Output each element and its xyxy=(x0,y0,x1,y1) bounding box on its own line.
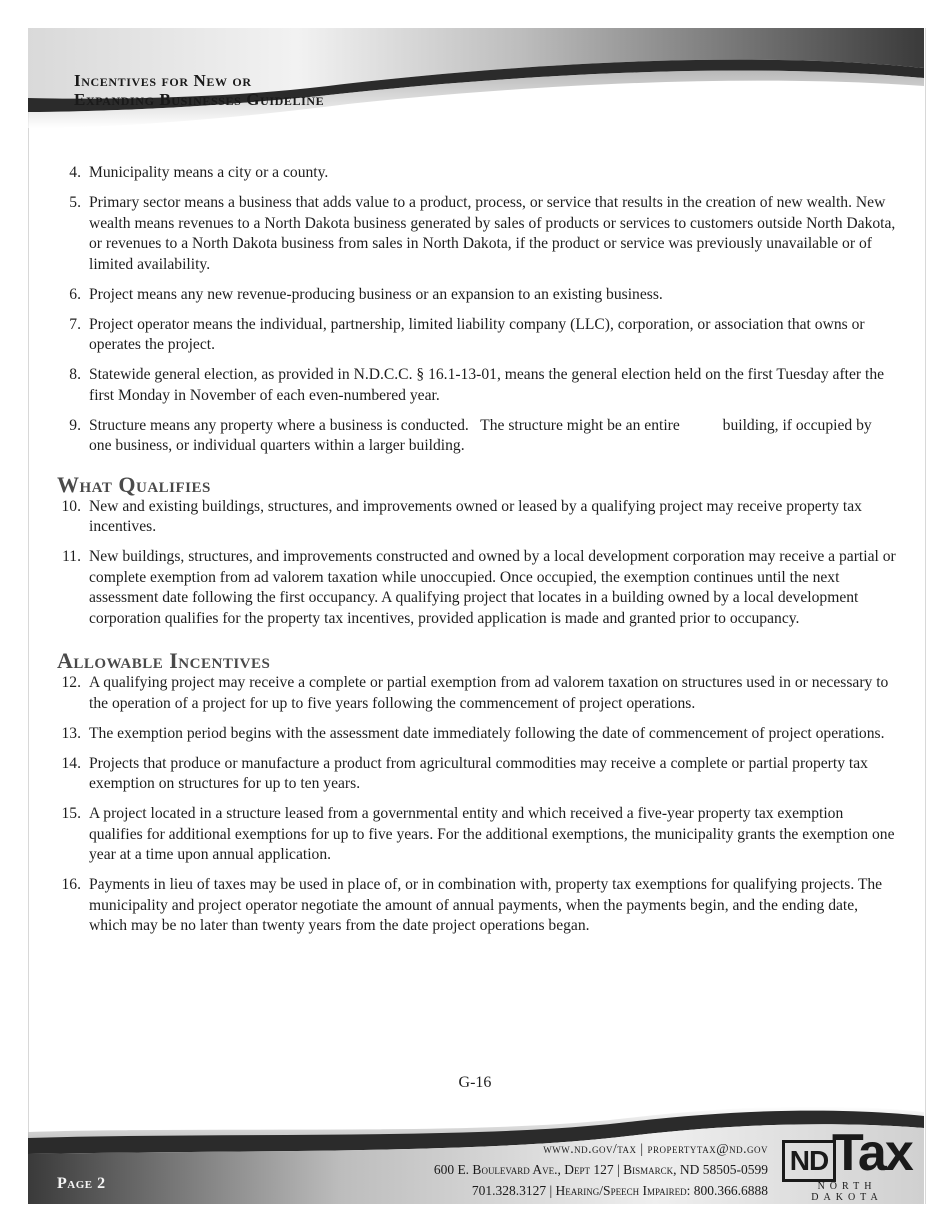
item-number: 10. xyxy=(61,497,81,515)
logo-nd-mark: ND xyxy=(782,1140,836,1182)
logo-tax-word: Tax xyxy=(832,1124,912,1182)
item-text: Primary sector means a business that adds value to a product, process, or service that results in the creation of new wealth. New wealth means revenues to a North Dakota business generated by sales of products or services to customers outside North Dakota, or revenues to a North Dakota business from sales in North Dakota, if the product or service was previously unavailable or of limited availability. xyxy=(89,194,896,273)
list-item xyxy=(57,497,897,538)
header-band xyxy=(28,28,924,158)
item-text: Structure means any property where a business is conducted. The structure might be an entire building, if occupied by one business, or individual quarters within a larger building. xyxy=(89,416,876,454)
list-item xyxy=(57,193,897,275)
item-number: 15. xyxy=(61,805,81,822)
item-number: 16. xyxy=(61,876,81,893)
item-text: Project means any new revenue-producing business or an expansion to an existing business. xyxy=(89,285,663,303)
list-item xyxy=(57,724,897,745)
item-number: 7. xyxy=(69,315,81,333)
list-item xyxy=(57,547,897,629)
contact-info xyxy=(434,1138,768,1201)
item-text: Municipality means a city or a county. xyxy=(89,164,329,181)
item-text: The exemption period begins with the assessment date immediately following the date of commencement of project operations. xyxy=(89,724,885,742)
contact-web: www.nd.gov/tax | propertytax@nd.gov xyxy=(543,1141,768,1156)
page-code: G-16 xyxy=(458,1074,492,1091)
item-text: New and existing buildings, structures, and improvements owned or leased by a qualifying project may receive property tax incentives. xyxy=(89,497,862,535)
list-item xyxy=(57,804,897,866)
item-text: A qualifying project may receive a complete or partial exemption from ad valorem taxation on structures used in or necessary to the operation of a project for up to five years following the commencement of project operations. xyxy=(89,674,889,712)
item-text: A project located in a structure leased from a governmental entity and which received a five-year property tax exemption qualifies for additional exemptions for up to five years. For the additional exemptions, the municipality grants the exemption one year at a time upon annual application. xyxy=(89,805,895,863)
document-title-line-1: Incentives for New or xyxy=(74,71,252,90)
item-text: New buildings, structures, and improvements constructed and owned by a local development corporation may receive a partial or complete exemption from ad valorem taxation while unoccupied. Once occupied, the exemption continues until the next assessment date following the first occupancy. A qualifying project that locates in a building owned by a local development corporation qualifies for the property tax incentives, provided application is made and granted prior to occupancy. xyxy=(89,548,896,627)
item-text: Statewide general election, as provided in N.D.C.C. § 16.1-13-01, means the general election held on the first Tuesday after the first Monday in November of each even-numbered year. xyxy=(89,366,885,404)
allowable-incentives-list xyxy=(57,673,897,937)
contact-address: 600 E. Boulevard Ave., Dept 127 | Bismarck, ND 58505-0599 xyxy=(433,1162,768,1177)
item-text: Project operator means the individual, partnership, limited liability company (LLC), corporation, or association that owns or operates the project. xyxy=(89,315,865,353)
list-item xyxy=(57,673,897,714)
item-number: 13. xyxy=(61,724,81,742)
item-number: 8. xyxy=(69,366,81,383)
document-title-line-2: Expanding Businesses Guideline xyxy=(74,90,325,109)
main-content xyxy=(57,163,897,946)
item-text: Payments in lieu of taxes may be used in place of, or in combination with, property tax exemptions for qualifying projects. The municipality and project operator negotiate the amount of annual payments, when the payments begin, and the ending date, which may be no later than twenty years from the date project operations began. xyxy=(89,876,883,934)
item-number: 14. xyxy=(61,754,81,772)
item-number: 6. xyxy=(69,285,81,303)
item-number: 11. xyxy=(62,548,81,565)
list-item xyxy=(57,754,897,795)
document-title xyxy=(74,71,324,109)
contact-phone: 701.328.3127 | Hearing/Speech Impaired: 800.366.6888 xyxy=(471,1183,768,1198)
list-item xyxy=(57,365,897,406)
item-number: 9. xyxy=(69,416,81,434)
list-item xyxy=(57,315,897,356)
nd-tax-logo xyxy=(782,1124,912,1203)
list-item xyxy=(57,285,897,306)
section-heading-allowable-incentives: Allowable Incentives xyxy=(57,648,271,673)
list-item xyxy=(57,416,897,457)
section-heading-what-qualifies: What Qualifies xyxy=(57,471,211,497)
list-item xyxy=(57,163,897,184)
list-item xyxy=(57,875,897,937)
logo-subtitle: NORTH DAKOTA xyxy=(811,1181,883,1203)
item-number: 12. xyxy=(61,674,81,691)
item-number: 5. xyxy=(69,194,81,211)
item-text: Projects that produce or manufacture a product from agricultural commodities may receive a complete or partial property tax exemption on structures for up to ten years. xyxy=(89,754,868,792)
what-qualifies-list xyxy=(57,497,897,630)
item-number: 4. xyxy=(69,164,81,181)
page-label: Page 2 xyxy=(57,1175,106,1192)
definitions-list xyxy=(57,163,897,457)
